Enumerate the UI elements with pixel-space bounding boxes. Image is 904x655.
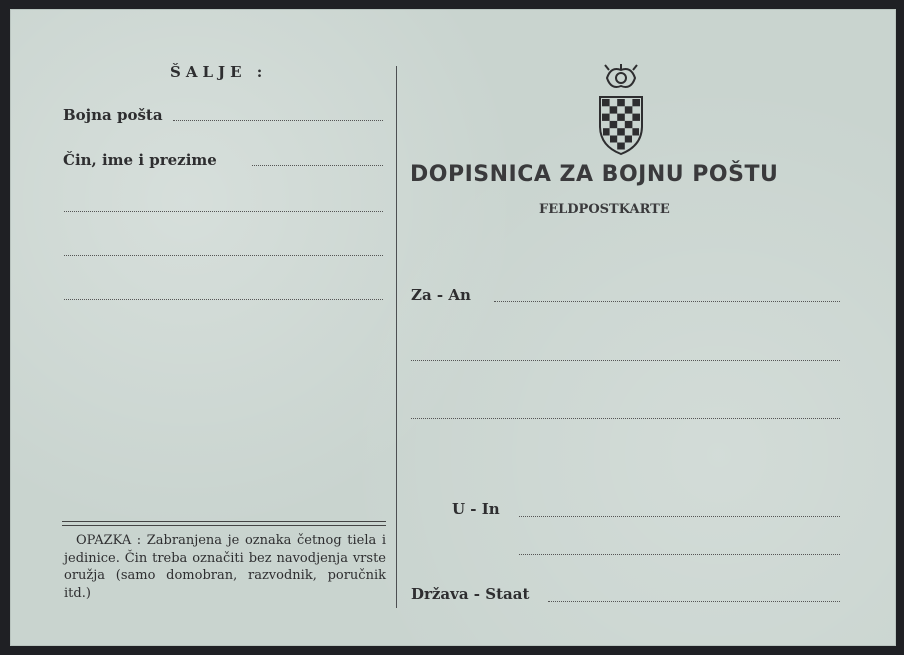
dotted-line-sender-3 (64, 299, 383, 300)
address-label-country: Država - Staat (411, 585, 530, 603)
dotted-line-sender-1 (64, 211, 383, 212)
dotted-line-address-2 (411, 418, 840, 419)
dotted-line-country (548, 601, 840, 602)
address-label-place: U - In (452, 500, 500, 518)
note-rule-top (62, 521, 386, 522)
card-title: DOPISNICA ZA BOJNU POŠTU (410, 162, 779, 187)
field-label-unit: Bojna pošta (63, 106, 163, 124)
note-text (64, 532, 386, 602)
field-label-name: Čin, ime i prezime (63, 151, 217, 169)
dotted-line-sender-2 (64, 255, 383, 256)
sender-heading: ŠALJE : (170, 63, 268, 81)
vertical-divider (396, 66, 397, 608)
croatian-coat-of-arms-icon (597, 64, 645, 156)
dotted-line-unit (173, 120, 383, 121)
note-body: OPAZKA : Zabranjena je oznaka četnog tiela i jedinice. Čin treba označiti bez navodjenja vrste oružja (samo domobran, razvodnik, poručnik itd.) (64, 533, 386, 601)
dotted-line-address-1 (411, 360, 840, 361)
note-rule-bottom (62, 525, 386, 526)
dotted-line-to (494, 301, 840, 302)
dotted-line-name (252, 165, 383, 166)
address-label-to: Za - An (411, 286, 471, 304)
dotted-line-place-2 (519, 554, 840, 555)
dotted-line-place (519, 516, 840, 517)
card-subtitle: FELDPOSTKARTE (539, 202, 670, 217)
postcard (10, 9, 896, 646)
